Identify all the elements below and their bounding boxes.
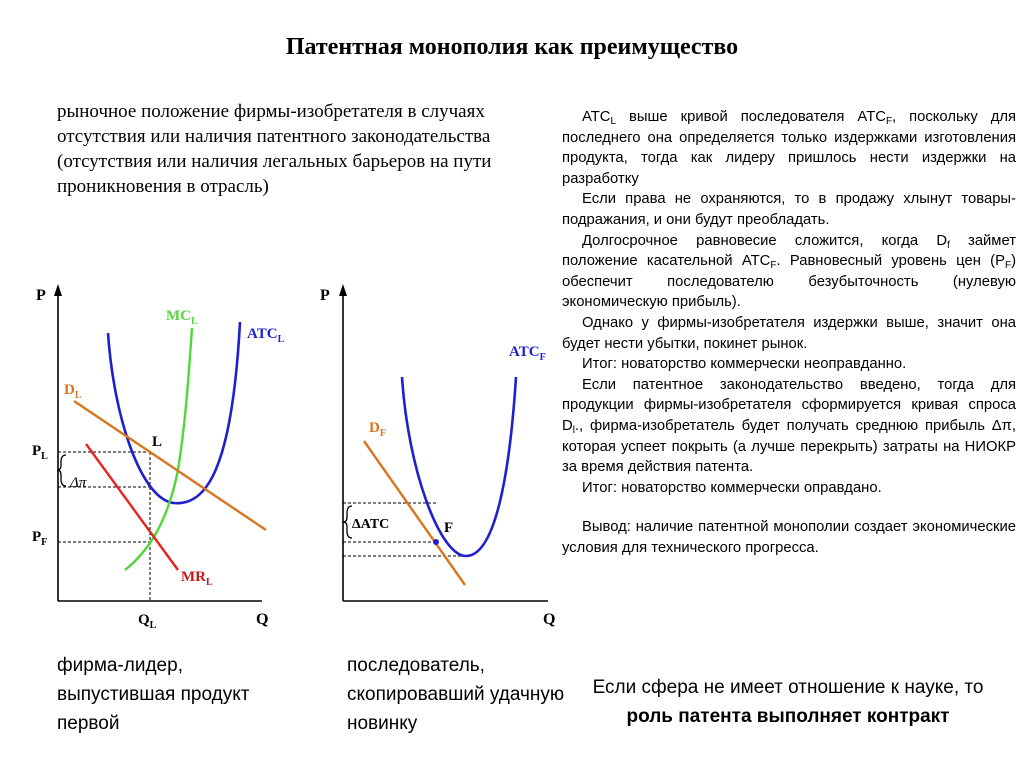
left-mc-label: $MC_L$ <box>166 308 198 327</box>
right-point-f-dot <box>433 539 439 545</box>
right-graph <box>320 284 555 628</box>
right-point-f-label: F <box>444 520 454 536</box>
paragraph-result-1: Итог: новаторство коммерчески неоправданно. <box>582 356 907 373</box>
left-demand-label: $D_L$ <box>64 382 82 401</box>
right-atc-curve <box>402 377 516 556</box>
left-point-l-label: L <box>152 434 163 450</box>
conclusion-bold: роль патента выполняет контракт <box>626 706 950 727</box>
right-delta-brace <box>343 506 352 538</box>
paragraph-result-2: Итог: новаторство коммерчески оправдано. <box>582 479 882 496</box>
left-atc-curve <box>108 322 240 503</box>
right-y-axis-arrow <box>339 284 347 296</box>
left-ql-label: $Q_L$ <box>138 612 157 631</box>
right-demand-label: $D_F$ <box>369 420 386 439</box>
left-y-axis-arrow <box>54 284 62 296</box>
paragraph-conclusion: Вывод: наличие патентной монополии создает экономические условия для технического прогресса. <box>562 519 1016 556</box>
left-pf-label: $P_F$ <box>32 529 48 548</box>
right-atc-label: $ATC_F$ <box>509 344 546 363</box>
caption-leader-firm: фирма-лидер, выпустившая продукт первой <box>57 655 250 734</box>
intro-text: рыночное положение фирмы-изобретателя в случаях отсутствия или наличия патентного законодательства (отсутствия или наличия легальных барьеров на пути проникновения в отрасль) <box>57 101 492 197</box>
left-axis-p-label: P <box>36 287 46 304</box>
left-mr-label: $MR_L$ <box>181 569 213 588</box>
paragraph-equilibrium: Долгосрочное равновесие сложится, когда $D_f$ займет положение касательной $ATC_F$. Равновесный уровень цен $(P_F)$ обеспечит последователю безубыточность (нулевую экономическую прибыль). <box>562 232 1016 311</box>
left-graph <box>32 284 285 631</box>
left-axis-q-label: Q <box>256 611 269 628</box>
paragraph-imitation: Если права не охраняются, то в продажу хлынут товары-подражания, и они будут преобладать. <box>562 191 1016 228</box>
paragraph-atc: $ATC_L$ выше кривой последователя $ATC_F$, поскольку для последнего она определяется только издержками изготовления продукта, тогда как лидеру пришлось нести издержки на разработку <box>562 109 1016 187</box>
paragraph-losses: Однако у фирмы-изобретателя издержки выше, значит она будет нести убытки, покинет рынок. <box>562 314 1016 352</box>
left-pl-label: $P_L$ <box>32 443 48 462</box>
right-axis-p-label: P <box>320 287 330 304</box>
left-delta-pi-label: Δπ <box>70 475 87 491</box>
page-title: Патентная монополия как преимущество <box>285 34 739 60</box>
conclusion-text: Если сфера не имеет отношение к науке, то роль патента выполняет контракт <box>592 677 984 727</box>
left-atc-label: $ATC_L$ <box>247 326 285 345</box>
paragraph-patent: Если патентное законодательство введено, тогда для продукции фирмы-изобретателя сформируется кривая спроса $D_l$., фирма-изобретатель будет получать среднюю прибыль Δπ, которая успеет покрыть (а лучше перекрыть) затраты на НИОКР за время действия патента. <box>562 376 1016 476</box>
caption-follower-firm: последователь, скопировавший удачную новинку <box>347 655 565 734</box>
right-delta-atc-label: ΔATC <box>352 517 390 532</box>
right-axis-q-label: Q <box>543 611 556 628</box>
